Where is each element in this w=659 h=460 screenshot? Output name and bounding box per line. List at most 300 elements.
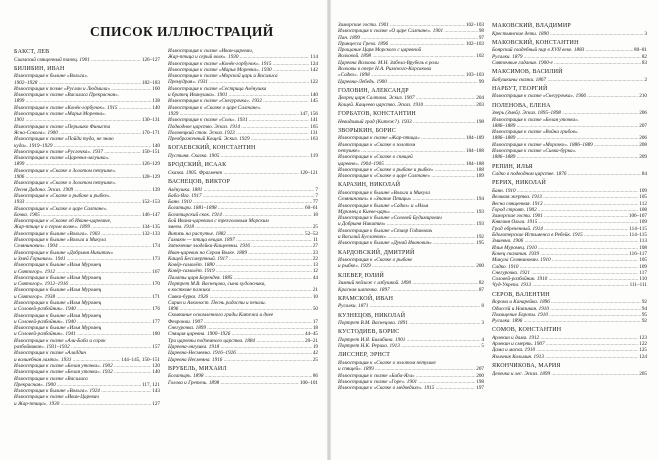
page-number: 145: [310, 98, 318, 105]
page-number: 209: [639, 154, 647, 161]
artwork-title: Иллюстрация к сказке «Белая уточка».: [492, 116, 580, 123]
page-number: 83: [641, 59, 647, 66]
artwork-title: 1901 .....: [14, 117, 141, 123]
page-number: 117: [639, 269, 647, 276]
artwork-title: Невидимый град (Китеж?). 1933 .....: [338, 119, 475, 125]
artist-name: КУЗНЕЦОВ, НИКОЛАЙ: [338, 312, 406, 319]
artwork-title: Февронии. 1907 .....: [168, 319, 312, 325]
artwork-title: Иллюстрация к сказке «Баба-Яга» .....: [338, 373, 475, 379]
page-number: 92: [641, 299, 647, 306]
artwork-title: 1899 .....: [14, 98, 151, 104]
artwork-title: царевне». 1904–1905 .....: [338, 161, 465, 167]
page-number: 195: [476, 240, 484, 247]
artist-name: МАКСИМОВ, ВАСИЛИЙ: [492, 69, 563, 76]
page-number: 18: [312, 211, 318, 218]
artist-entry: [168, 179, 318, 363]
artwork-title: и Святогор». 1912–1916 .....: [14, 281, 151, 287]
artist-name: КРАМСКОЙ, ИВАН: [338, 295, 394, 302]
artwork-title: Иллюстрация к сказке «Перышко Финиста: [14, 123, 111, 130]
artist-entry: [338, 273, 484, 293]
page-number: 205: [639, 370, 647, 377]
index-row: [492, 93, 647, 99]
artwork-title: Садко. 1910 .....: [492, 264, 638, 270]
artwork-title: Иллюстрация к былине «Вольга и Микула: [14, 237, 106, 244]
page-number: 128–129: [141, 174, 160, 181]
page-number: 143: [152, 388, 160, 395]
artwork-title: Сивка-бурка. 1926 .....: [168, 294, 312, 300]
page-number: 114: [310, 54, 318, 61]
page-number: 99: [478, 78, 484, 85]
page-number: 171: [152, 293, 160, 300]
page-number: 200: [476, 263, 484, 270]
artwork-title: Город строят. 1902 .....: [492, 207, 638, 213]
page-number: 170–171: [141, 129, 160, 136]
artist-entry: [338, 88, 484, 108]
page-number: 114–115: [629, 225, 647, 232]
artwork-title: Иллюстрация к сказке «Соль». 1931 .....: [168, 117, 309, 123]
page-number: 160: [152, 85, 160, 92]
artwork-title: Илья Муромец. 1910 .....: [492, 245, 638, 251]
index-row: [338, 287, 484, 293]
page-number: 182–183: [141, 79, 160, 86]
artwork-title: Язычник Кольмия. 1913 .....: [492, 354, 638, 360]
page-number: 5: [481, 343, 484, 350]
artwork-title: Царевна Волхова. М.Н. Забела-Врубель в роли: [338, 59, 439, 66]
artist-name: БОГАЕВСКИЙ, КОНСТАНТИН: [168, 145, 256, 152]
page-number: 207: [476, 366, 484, 373]
artwork-title: Зимний пейзаж с избушкой. 1890 .....: [338, 280, 478, 286]
artwork-title: Палаты царя Берендея. 1885 .....: [168, 275, 312, 281]
page-number: 125: [639, 347, 647, 354]
artwork-title: Одиссей и Навзикая. 1910 .....: [492, 306, 641, 312]
artwork-title: Иллюстрация к былине «Илья Муромец: [14, 287, 102, 294]
artwork-title: Микула Селянинович. 1910 .....: [492, 257, 638, 263]
artwork-title: Иллюстрация к былине «Ставр Годинович: [338, 227, 433, 234]
page-number: 111–111: [629, 282, 647, 289]
artist-entry: [338, 296, 484, 310]
artwork-title: Иллюстрация к «Сказке о царе Салтане» .....: [338, 173, 475, 179]
artwork-title: Иллюстрация к «Сказке о Золотом петушке».: [14, 180, 117, 187]
index-row: [338, 303, 484, 309]
page-number: 87: [478, 286, 484, 293]
artist-entry: [14, 49, 160, 63]
artwork-title: Девочка и лес. Эскиз. 1899 .....: [492, 371, 638, 377]
artist-name: ЗВОРЫКИН, БОРИС: [338, 127, 396, 134]
artwork-title: Голова и Гретель. 1898 .....: [168, 380, 299, 386]
artwork-title: Иллюстрация к сказке «Аладдин: [14, 350, 86, 357]
page-number: 193: [476, 221, 484, 228]
artist-entry: [492, 103, 647, 161]
page-number: 44–45: [305, 331, 318, 338]
page-number: 95: [641, 311, 647, 318]
index-row: [338, 79, 484, 85]
page-number: 92: [641, 318, 647, 325]
index-column-2: [168, 48, 318, 454]
artwork-title: Русалки. 1879 .....: [492, 54, 641, 60]
artwork-title: и Соловей-разбойник». 1940 .....: [14, 319, 151, 325]
page-number: 82: [478, 280, 484, 287]
page-number: 7: [315, 192, 318, 199]
artist-name: КЛЕВЕР, ЮЛИЙ: [338, 272, 384, 279]
artwork-title: Иллюстрация к сказке «Жар-птица» .....: [338, 135, 465, 141]
page-number: 141: [310, 117, 318, 124]
index-row: [168, 380, 318, 386]
artwork-title: Иллюстрация к сказке «Иван-царевич,: [168, 48, 254, 54]
artist-name: МАКОВСКИЙ, КОНСТАНТИН: [492, 39, 579, 46]
artwork-title: Песня Дадона. Эскиз. 1909 .....: [14, 187, 151, 193]
artwork-title: Царевна-Лебедь. 1900 .....: [338, 79, 478, 85]
page-number: 21: [312, 287, 318, 294]
page-number: 176: [152, 306, 160, 313]
page-number: 144–145, 150–151: [121, 356, 160, 363]
artwork-title: Иллюстрация к былине «Илья Муромец: [14, 274, 102, 281]
artwork-title: Снегурочка. 1921 .....: [492, 270, 638, 276]
page-number: 98: [478, 28, 484, 35]
page-number: 7: [315, 186, 318, 193]
artwork-title: и Жар-птица». 1930 .....: [14, 401, 151, 407]
artist-name: ПОЛЕНОВА, ЕЛЕНА: [492, 102, 551, 109]
artist-name: ЛИССНЕР, ЭРНСТ: [338, 352, 391, 359]
artwork-title: Кощей. Кащеево царство. Эскиз. 1910 .....: [338, 102, 475, 108]
artwork-title: Иллюстрация к былине «Вольга».: [14, 73, 89, 80]
artist-entry: [492, 23, 647, 37]
page-number: 80–81: [634, 47, 647, 54]
page-number: 94: [641, 305, 647, 312]
index-row: [338, 240, 484, 246]
page-number: 174: [152, 243, 160, 250]
artwork-title: Кащей Бессмертный. 1917 .....: [168, 256, 312, 262]
page-number: 3: [644, 30, 647, 37]
artwork-title: Гамаюн — птица вещая. 1897 .....: [168, 237, 312, 243]
artist-entry: [492, 363, 647, 377]
artwork-title: Иллюстрация к сказке «Марья Моревна».: [14, 111, 106, 118]
artwork-title: Иллюстрация к сказке «Война грибов».: [492, 129, 579, 136]
page-number: 103–103: [465, 72, 484, 79]
index-row: [338, 173, 484, 179]
page-number: 114–115: [629, 232, 647, 239]
index-row: [492, 354, 647, 360]
page-number: 100–101: [299, 379, 318, 386]
artwork-title: Иллюстрация к былине «Садко» и «Илья: [338, 202, 429, 209]
page-number: 203: [476, 101, 484, 108]
artwork-title: и Святогор». 1912 .....: [14, 269, 151, 275]
artwork-title: Волховой. 1898 .....: [338, 53, 475, 59]
page-number: 124: [310, 60, 318, 67]
page-number: 180: [152, 331, 160, 338]
artwork-title: 1896 .....: [168, 306, 312, 312]
artwork-title: Скомкание оскомленного грады Китежа и днее: [168, 312, 274, 319]
page-number: 19: [312, 343, 318, 350]
page-number: 140: [152, 104, 160, 111]
index-row: [492, 77, 647, 83]
page-number: 120–121: [299, 169, 318, 176]
artwork-title: Богатыри. 1881–1898 .....: [168, 205, 304, 211]
page-number: 146–147: [141, 211, 160, 218]
page-number: 142: [310, 66, 318, 73]
page-number: 122: [310, 79, 318, 86]
page-number: 108: [639, 244, 647, 251]
artwork-title: Весна священная. 1913 .....: [492, 201, 638, 207]
page-number: 109: [639, 187, 647, 194]
artist-entry: [492, 40, 647, 66]
page-number: 126–127: [141, 56, 160, 63]
page-number: 12: [312, 268, 318, 275]
artwork-title: Витязь на распутье. 1882 .....: [168, 231, 304, 237]
artwork-title: Иллюстрация к былине «Вольга и Микула: [338, 189, 430, 196]
artwork-title: Бой Ивана-царевича с трехголовым Морским: [168, 218, 269, 225]
index-row: [168, 357, 318, 363]
artwork-title: 1886–1889 .....: [492, 154, 638, 160]
page-number: 165: [310, 123, 318, 130]
page-number: 22: [312, 255, 318, 262]
artwork-title: Дама и маска. 1910 .....: [492, 347, 638, 353]
artwork-title: Иллюстрация к былине «Вольга». 1903 .....: [14, 231, 141, 237]
artwork-title: 1933 .....: [14, 199, 141, 205]
artwork-title: Иллюстрация к былине «Соловей Будимирович: [338, 215, 442, 222]
artwork-title: Бочка. 1905 .....: [14, 212, 141, 218]
artwork-title: Иллюстрация к «Сказке о Золотом петушке».: [14, 167, 117, 174]
artwork-title: Иллюстрация к сказке «Марья Моревна». 1930 .....: [168, 67, 309, 73]
page-number: 105: [639, 257, 647, 264]
artwork-title: Пан. 1899 .....: [338, 35, 478, 41]
index-row: [338, 102, 484, 108]
artwork-title: Иллюстрация к сказке «О царе Салтане». 1901 .....: [338, 28, 478, 34]
artist-entry: [338, 182, 484, 246]
artist-entry: [492, 69, 647, 83]
page-number: 116–117: [629, 250, 647, 257]
page-number: 11: [313, 236, 318, 243]
artwork-title: Портрет Н.К. Рериха. 1913 .....: [338, 343, 480, 349]
artist-name: БАКСТ, ЛЕВ: [14, 49, 50, 55]
artwork-title: Принцесса Греза. 1896 .....: [338, 41, 465, 47]
artwork-title: Бдолотерские Истьменса в Ребейк. 1915 .....: [492, 232, 628, 238]
artwork-title: Иллюстрация к поэме «Руслан и Людмила» .....: [14, 86, 151, 92]
artwork-title: Иллюстрация к «Сказке о спящей: [338, 154, 413, 161]
artwork-title: Жар-птица и серый волк». 1930 .....: [168, 54, 309, 60]
artwork-title: Волховы в опере Н.А. Римского-Корсакова: [338, 66, 432, 73]
page-number: 17: [312, 318, 318, 325]
page-number: 4: [481, 336, 484, 343]
page-number: 110: [639, 276, 647, 283]
artwork-title: Половецкий стан. Эскиз. 1923 .....: [168, 130, 309, 136]
page-number: 102–103: [465, 40, 484, 47]
artwork-title: Иллюстрация к сказке «Василиса: [14, 375, 88, 382]
page-number: 134–135: [141, 224, 160, 231]
page-number: 173: [152, 255, 160, 262]
page-number: 20–21: [305, 337, 318, 344]
artwork-title: Иллюстрация к сказке «Руслочка». 1937 .....: [14, 149, 141, 155]
artwork-title: Похищение Европы. 1910 .....: [492, 312, 641, 318]
page-number: 197: [476, 385, 484, 392]
artwork-title: Портрет В.М. Васнецова. 1891 .....: [338, 320, 480, 326]
artwork-title: Иллюстрация к «Сказке о золотом петушке: [338, 359, 436, 366]
artist-name: ЯКОНЧИКОВА, МАРИЯ: [492, 363, 561, 370]
artwork-title: Бабушкины сказки. 1867 .....: [492, 77, 643, 83]
artwork-title: Царевна Несмеяна. 1916 .....: [168, 357, 312, 363]
artwork-title: Иллюстрация к сказке «Снегурочка». 1932 .....: [168, 98, 309, 104]
artwork-title: и волшебная лампа». 1931 .....: [14, 357, 120, 363]
artwork-title: змеем. 1918 .....: [168, 224, 312, 230]
artist-entry: [492, 164, 647, 178]
artist-name: ГОЛОВИН, АЛЕКСАНДР: [338, 87, 409, 94]
page-number: 120: [152, 362, 160, 369]
index-row: [338, 263, 484, 269]
index-row: [492, 282, 647, 288]
artwork-title: Иллюстрация к сказке «Морозко». 1886–1889 .....: [492, 142, 638, 148]
artist-name: СОМОВ, КОНСТАНТИН: [492, 327, 562, 334]
artwork-title: Иллюстрация к сказке «Конёк-горбунок». 1915 .....: [168, 61, 309, 67]
artwork-title: Иван-царевич на Сером Волке. 1889 .....: [168, 250, 312, 256]
artwork-title: Иллюстрация к «Сказке о царе Салтане».: [14, 205, 108, 212]
page-number: 119: [310, 152, 318, 159]
artist-name: БИЛИБИН, ИВАН: [14, 65, 65, 72]
index-row: [338, 320, 484, 326]
artwork-title: Святочные гадания. 1900-е .....: [492, 60, 641, 66]
page-number: 60–61: [305, 205, 318, 212]
page-number: 206: [639, 135, 647, 142]
artwork-title: Иллюстрация к сказке «Царевна-лягушка».: [14, 155, 110, 162]
index-row: [168, 170, 318, 176]
artist-entry: [168, 145, 318, 159]
artwork-title: в костюме пажика .....: [168, 287, 312, 293]
artwork-title: и спящей». 1899 .....: [338, 366, 475, 372]
artwork-title: Заточение злодейки-Кащеевны. 1916 .....: [168, 243, 312, 249]
page-number: 132–133: [141, 230, 160, 237]
artwork-title: Царевна-лягушка. 1918 .....: [168, 344, 312, 350]
artwork-title: Иллюстрация к «Сказке о рыбаке и рыбке» .....: [338, 167, 475, 173]
artwork-title: и Добрыня Никитич» .....: [338, 221, 475, 227]
index-column-1: [14, 48, 160, 454]
page-number: 206: [639, 110, 647, 117]
artwork-title: Прекрасная». 1900 .....: [14, 382, 141, 388]
artwork-title: Иллюстрация к былине «Илья Муромец: [14, 262, 102, 269]
artwork-title: Сказка. 1905. Фрагмент .....: [168, 170, 299, 176]
index-column-3: [338, 22, 484, 454]
artist-name: КАРАЗИН, НИКОЛАЙ: [338, 182, 401, 189]
artwork-title: Снегурочка. 1899 .....: [168, 325, 312, 331]
artist-name: СЕРОВ, ВАЛЕНТИН: [492, 291, 550, 298]
page-number: 102–103: [465, 22, 484, 28]
artwork-title: разбойников». 1931–1932 .....: [14, 344, 151, 350]
artwork-title: Иллюстрация к былине «Дунай Иванович» .....: [338, 240, 475, 246]
artwork-title: Дворец царя Салтана. Эскиз. 1907 .....: [338, 95, 475, 101]
page-number: 210: [639, 93, 647, 100]
artist-name: МАКОВСКИЙ, ВЛАДИМИР: [492, 23, 571, 29]
page-number: 109: [639, 263, 647, 270]
index-row: [338, 119, 484, 125]
page-number: 140: [152, 369, 160, 376]
artwork-title: петушке» .....: [338, 148, 465, 154]
page-number: 167: [152, 268, 160, 275]
page-number: 127: [152, 400, 160, 407]
page-number: 25: [312, 224, 318, 231]
page-title: СПИСОК ИЛЛЮСТРАЦИЙ: [90, 24, 274, 39]
page-number: 207: [639, 122, 647, 129]
artwork-title: Заморские гости. 1901 .....: [492, 213, 628, 219]
page-number: 25: [312, 356, 318, 363]
artwork-title: и Соловей-разбойник». 1941 .....: [14, 331, 151, 337]
artwork-title: Русалка. 1896 .....: [492, 318, 641, 324]
artwork-title: Иллюстрация к былине «Илья Муромец: [14, 325, 102, 332]
artwork-title: Портрет И.Я. Билибина. 1901 .....: [338, 337, 480, 343]
page-number: 13: [312, 262, 318, 269]
page-number: 97: [478, 34, 484, 41]
page-number: 2: [644, 76, 647, 83]
artwork-title: Баба-Яга. 1917 .....: [168, 193, 314, 199]
artwork-title: Подводное царство. Эскиз. 1914 .....: [168, 124, 309, 130]
artist-entry: [338, 313, 484, 327]
page-number: 82: [641, 53, 647, 60]
page-number: 130–131: [141, 117, 160, 124]
artwork-title: Прощание Царя Морского с царевной: [338, 47, 422, 54]
artwork-title: Иллюстрация к сказке «Конёк-горбунок». 1915 .....: [14, 105, 151, 111]
artwork-title: Русалки. 1871 .....: [338, 303, 480, 309]
page-number: 44: [312, 274, 318, 281]
artwork-title: Иллюстрация к сказке «Морской царь и Василиса: [168, 73, 278, 80]
artwork-title: Заморские гости. 1901 .....: [338, 22, 465, 28]
page-number: 124: [639, 353, 647, 360]
artwork-title: Селянинович». 1904 .....: [14, 243, 151, 249]
artwork-title: Премудрая». 1931 .....: [168, 79, 309, 85]
index-column-4: [492, 22, 647, 454]
artist-name: ГОРБАТОВ, КОНСТАНТИН: [338, 111, 416, 118]
page-number: 193: [476, 208, 484, 215]
artwork-title: 1902–1928 .....: [14, 80, 141, 86]
artwork-title: Арлекин и дама. 1912 .....: [492, 335, 638, 341]
artwork-title: Муромец в Киеве-царь» .....: [338, 209, 475, 215]
artwork-title: Иллюстрация к сказке «Пойди туда, не знаю: [14, 136, 114, 143]
index-row: [492, 60, 647, 66]
page-number: 184–189: [465, 135, 484, 142]
page-number: 84: [641, 171, 647, 178]
page-number: 184–188: [465, 160, 484, 167]
artwork-title: Алёнушка. 1881 .....: [168, 187, 314, 193]
artwork-title: Портрет М.В. Васнецова, сына художника,: [168, 281, 266, 287]
index-row: [492, 318, 647, 324]
page-number: 23: [312, 249, 318, 256]
index-row: [168, 153, 318, 159]
artwork-title: Соловей-разбойник. 1910 .....: [492, 276, 638, 282]
artist-entry: [168, 48, 318, 142]
page-number: 184–188: [465, 147, 484, 154]
index-row: [14, 57, 160, 63]
artist-entry: [168, 366, 318, 386]
page-number: 102: [476, 53, 484, 60]
artwork-title: и Соловей-разбойник». 1940 .....: [14, 306, 151, 312]
page-number: 189: [476, 173, 484, 180]
artwork-title: Град обреченный. 1914 .....: [492, 226, 628, 232]
page-number: 109: [639, 219, 647, 226]
page-number: 139: [152, 186, 160, 193]
artwork-title: 1886–1889 .....: [492, 135, 638, 141]
artwork-title: и рыбке». 1929 .....: [338, 263, 475, 269]
page-number: 105: [639, 194, 647, 201]
artwork-title: Арлекин и смерть. 1907 .....: [492, 341, 638, 347]
page-number: 3: [481, 320, 484, 327]
book-gutter: [327, 0, 331, 460]
artwork-title: Змиевна. 1906 .....: [492, 238, 638, 244]
page-number: 117, 121: [142, 381, 160, 388]
artwork-title: Иллюстрация к сказке «Горе». 1901 .....: [338, 379, 475, 385]
page-number: 170: [152, 281, 160, 288]
artwork-title: Иллюстрация к былине «Илья Муромец: [14, 299, 102, 306]
page-number: 150–151: [141, 148, 160, 155]
artwork-title: Чуд-Укрепа. 1913 .....: [492, 282, 629, 288]
artwork-title: Иллюстрация к сказке «Али-Баба и сорок: [14, 337, 106, 344]
artwork-title: Баян. 1910 .....: [492, 188, 638, 194]
artwork-title: Спящая царевна. 1900–1926 .....: [168, 331, 304, 337]
index-row: [492, 371, 647, 377]
